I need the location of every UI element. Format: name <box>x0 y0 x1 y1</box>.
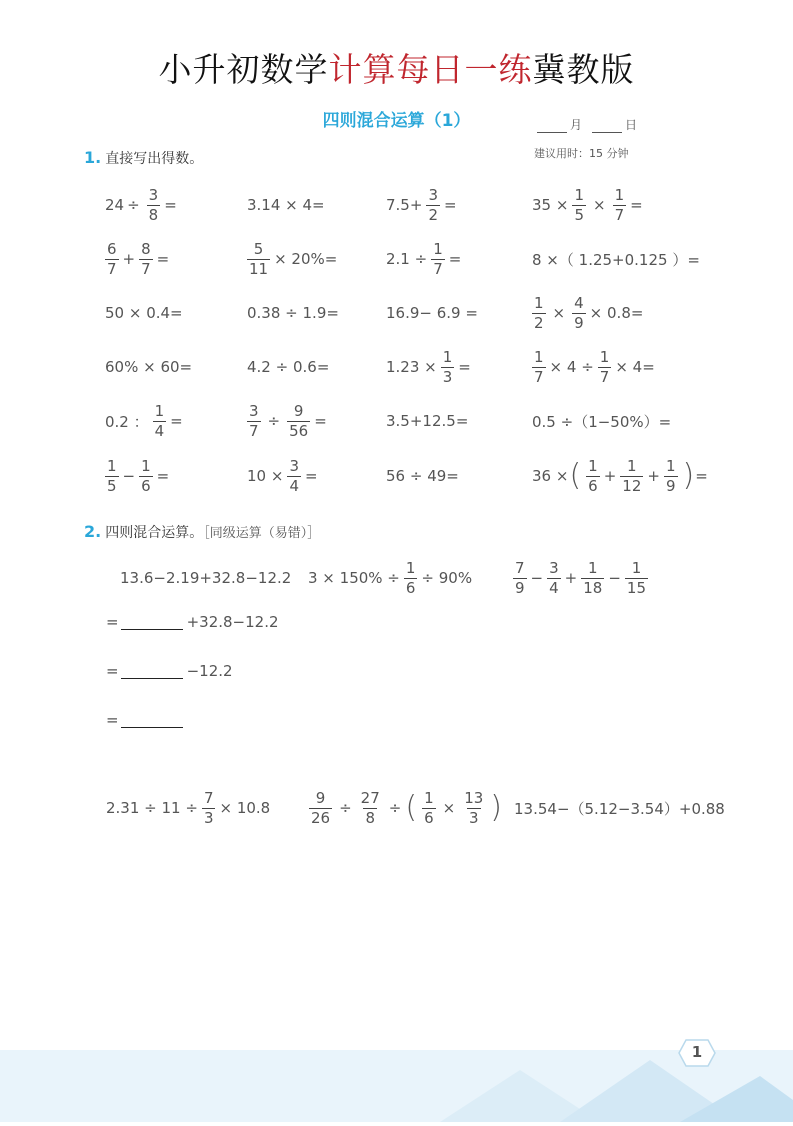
fraction <box>309 788 332 827</box>
denominator: 9 <box>574 313 584 332</box>
q1-r4c2: 4.2 ÷ 0.6= <box>247 358 330 376</box>
denominator: 7 <box>534 367 544 386</box>
operator: ÷ <box>388 799 402 817</box>
operator: ÷ <box>267 412 281 430</box>
numerator: 5 <box>253 239 264 258</box>
denominator: 6 <box>405 578 416 597</box>
open-paren: ( <box>405 790 418 825</box>
equals: = <box>106 711 119 729</box>
q1-r2c2 <box>243 239 337 279</box>
fraction <box>426 185 440 224</box>
denominator: 4 <box>549 578 559 597</box>
denominator: 3 <box>468 808 479 827</box>
equals: = <box>304 467 318 485</box>
equals: = <box>156 467 170 485</box>
day-blank <box>592 122 622 133</box>
denominator: 9 <box>515 578 525 597</box>
term: 36 × <box>532 467 569 485</box>
title-part-red: 计算每日一练 <box>328 50 533 89</box>
denominator: 11 <box>249 259 269 278</box>
q2-heading-text: 四则混合运算。 <box>105 525 204 541</box>
denominator: 8 <box>148 205 159 224</box>
fraction <box>247 239 270 278</box>
suggested-time: 建议用时：15 分钟 <box>534 147 629 160</box>
q1-r5c2 <box>243 401 327 441</box>
operator: ÷ <box>339 799 352 817</box>
fraction <box>139 456 153 495</box>
denominator: 15 <box>626 578 647 597</box>
fraction <box>664 456 678 495</box>
denominator: 18 <box>583 578 603 597</box>
operator: − <box>122 467 136 485</box>
denominator: 7 <box>141 259 151 278</box>
q1-r3c3: 16.9− 6.9 = <box>386 304 478 322</box>
fraction <box>572 185 586 224</box>
equals: = <box>695 467 708 485</box>
day-label: 日 <box>625 118 638 132</box>
term: 3 × 150% ÷ <box>308 569 400 587</box>
q1-r4c3 <box>386 347 471 387</box>
term: 24 <box>105 196 125 214</box>
answer-blank[interactable] <box>121 713 183 728</box>
fraction <box>422 788 436 827</box>
numerator: 1 <box>588 558 598 577</box>
q2-heading <box>84 522 320 542</box>
numerator: 3 <box>549 558 559 577</box>
q1-r3c1: 50 × 0.4= <box>105 304 183 322</box>
fraction <box>404 558 418 597</box>
q1-r5c3: 3.5+12.5= <box>386 412 469 430</box>
fraction <box>586 456 600 495</box>
term: 0.2 ： <box>105 412 149 431</box>
fraction <box>139 239 153 278</box>
q1-r1c3 <box>386 185 457 225</box>
equals: = <box>156 250 170 268</box>
numerator: 1 <box>424 788 434 807</box>
numerator: 7 <box>203 788 214 807</box>
denominator: 6 <box>424 808 434 827</box>
q1-r6c3: 56 ÷ 49= <box>386 467 459 485</box>
section-subtitle: 四则混合运算（1） <box>322 111 471 131</box>
numerator: 1 <box>141 456 151 475</box>
q2-problem-4 <box>106 788 270 828</box>
q2-problem-1: 13.6−2.19+32.8−12.2 <box>120 569 292 587</box>
q2-problem-2 <box>308 558 472 598</box>
term: × 10.8 <box>219 799 271 817</box>
equals: = <box>164 196 177 214</box>
term: ÷ 90% <box>421 569 473 587</box>
denominator: 5 <box>574 205 584 224</box>
numerator: 8 <box>141 239 151 258</box>
numerator: 1 <box>107 456 117 475</box>
title-part-2: 冀教版 <box>532 50 635 89</box>
numerator: 3 <box>289 456 299 475</box>
close-paren: ) <box>682 458 695 493</box>
page-number-badge <box>678 1039 716 1067</box>
term: × 4 ÷ <box>549 358 594 376</box>
q2-step-2 <box>106 651 233 691</box>
close-paren: ) <box>490 790 502 825</box>
open-paren: ( <box>569 458 582 493</box>
q2-note: ［同级运算（易错）］ <box>203 526 321 541</box>
numerator: 1 <box>614 185 625 204</box>
fraction <box>153 401 167 440</box>
fraction <box>620 456 643 495</box>
numerator: 7 <box>515 558 525 577</box>
operator: × <box>442 799 456 817</box>
equals: = <box>314 412 327 430</box>
footer-background <box>0 1050 793 1122</box>
equals: = <box>443 196 457 214</box>
operator: ÷ <box>127 196 140 214</box>
numerator: 3 <box>428 185 438 204</box>
numerator: 13 <box>464 788 484 807</box>
term: 1.23 × <box>386 358 437 376</box>
title-part-1: 小升初数学 <box>158 50 329 89</box>
denominator: 7 <box>249 421 259 440</box>
fraction <box>287 401 310 440</box>
q1-r1c1 <box>105 185 177 225</box>
denominator: 9 <box>665 476 676 495</box>
page-number: 1 <box>691 1043 703 1061</box>
date-fill <box>534 116 637 133</box>
equals: = <box>448 250 462 268</box>
fraction <box>572 293 586 332</box>
q1-r6c2 <box>247 456 318 496</box>
q1-r3c2: 0.38 ÷ 1.9= <box>247 304 339 322</box>
q1-r1c2: 3.14 × 4= <box>247 196 325 214</box>
denominator: 3 <box>442 367 453 386</box>
answer-blank[interactable] <box>121 664 183 679</box>
term: × 20%= <box>274 250 338 268</box>
fraction <box>513 558 527 597</box>
q1-r2c1 <box>101 239 169 279</box>
denominator: 6 <box>588 476 598 495</box>
q1-heading-text: 直接写出得数。 <box>105 151 204 167</box>
equals: = <box>170 412 183 430</box>
numerator: 1 <box>599 347 610 366</box>
fraction <box>287 456 301 495</box>
denominator: 7 <box>599 367 610 386</box>
term: 2.1 ÷ <box>386 250 428 268</box>
fraction <box>247 401 261 440</box>
numerator: 1 <box>433 239 443 258</box>
q2-problem-5 <box>305 788 503 828</box>
q1-r1c4 <box>532 185 643 225</box>
equals: = <box>458 358 471 376</box>
numerator: 1 <box>405 558 416 577</box>
q1-r5c4: 0.5 ÷（1−50%）= <box>532 412 672 431</box>
numerator: 1 <box>631 558 642 577</box>
q1-r4c4 <box>528 347 655 387</box>
q1-r2c3 <box>386 239 461 279</box>
equals: = <box>106 613 119 631</box>
denominator: 4 <box>154 421 165 440</box>
fraction <box>532 347 546 386</box>
denominator: 4 <box>289 476 299 495</box>
denominator: 6 <box>141 476 151 495</box>
term: × 0.8= <box>589 304 644 322</box>
numerator: 1 <box>627 456 637 475</box>
fraction <box>532 293 546 332</box>
numerator: 1 <box>154 401 165 420</box>
month-blank <box>537 122 567 133</box>
numerator: 1 <box>574 185 584 204</box>
numerator: 3 <box>148 185 159 204</box>
numerator: 9 <box>293 401 304 420</box>
denominator: 26 <box>311 808 331 827</box>
fraction <box>598 347 612 386</box>
denominator: 7 <box>107 259 117 278</box>
month-label: 月 <box>570 118 583 132</box>
fraction <box>625 558 648 597</box>
q1-r6c4 <box>532 456 708 496</box>
q1-number: 1. <box>84 148 102 167</box>
fraction <box>462 788 485 827</box>
fraction <box>613 185 627 224</box>
numerator: 1 <box>665 456 676 475</box>
denominator: 3 <box>203 808 214 827</box>
denominator: 12 <box>622 476 642 495</box>
q1-r3c4 <box>528 293 643 333</box>
fraction <box>547 558 561 597</box>
operator: − <box>608 569 621 587</box>
fraction <box>359 788 382 827</box>
fraction <box>147 185 161 224</box>
numerator: 4 <box>574 293 584 312</box>
q1-r5c1 <box>105 401 183 441</box>
numerator: 6 <box>107 239 117 258</box>
numerator: 27 <box>360 788 380 807</box>
q2-problem-3 <box>509 558 652 598</box>
term: 35 × <box>532 196 569 214</box>
operator: + <box>647 467 660 485</box>
denominator: 8 <box>365 808 375 827</box>
equals: = <box>630 196 643 214</box>
footer-decoration <box>0 1050 793 1122</box>
operator: × <box>592 196 606 214</box>
q1-r2c4: 8 ×（ 1.25+0.125 ）= <box>532 250 700 269</box>
q1-r4c1: 60% × 60= <box>105 358 193 376</box>
numerator: 1 <box>534 293 544 312</box>
denominator: 7 <box>614 205 625 224</box>
numerator: 9 <box>315 788 326 807</box>
q2-number: 2. <box>84 522 102 541</box>
term: 10 × <box>247 467 284 485</box>
fraction <box>105 239 119 278</box>
denominator: 56 <box>289 421 309 440</box>
fraction <box>431 239 445 278</box>
fraction <box>581 558 604 597</box>
numerator: 3 <box>249 401 259 420</box>
q2-problem-6: 13.54−（5.12−3.54）+0.88 <box>514 799 725 818</box>
denominator: 7 <box>433 259 443 278</box>
q1-heading <box>84 148 203 168</box>
page-title <box>0 44 793 91</box>
fraction <box>441 347 455 386</box>
fraction <box>202 788 216 827</box>
denominator: 2 <box>534 313 544 332</box>
equals: = <box>106 662 119 680</box>
term: 2.31 ÷ 11 ÷ <box>106 799 198 817</box>
q1-r6c1 <box>101 456 169 496</box>
numerator: 1 <box>442 347 453 366</box>
q2-step-1 <box>106 602 279 642</box>
operator: × <box>552 304 566 322</box>
term: +32.8−12.2 <box>186 613 279 631</box>
answer-blank[interactable] <box>121 615 183 630</box>
operator: + <box>564 569 578 587</box>
denominator: 2 <box>428 205 438 224</box>
fraction <box>105 456 119 495</box>
term: −12.2 <box>186 662 233 680</box>
term: × 4= <box>615 358 655 376</box>
denominator: 5 <box>107 476 117 495</box>
term: 7.5+ <box>386 196 423 214</box>
operator: + <box>122 250 136 268</box>
operator: + <box>603 467 617 485</box>
operator: − <box>530 569 544 587</box>
numerator: 1 <box>534 347 544 366</box>
numerator: 1 <box>588 456 598 475</box>
q2-step-3 <box>106 700 187 740</box>
